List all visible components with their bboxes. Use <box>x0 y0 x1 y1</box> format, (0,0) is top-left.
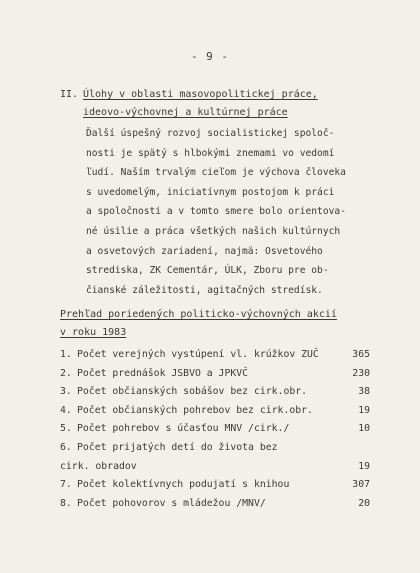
item-label: Počet pohovorov s mládežou /MNV/ <box>77 497 266 509</box>
item-label: Počet kolektívnych podujatí s knihou <box>77 479 290 491</box>
item-label: Počet prijatých detí do života bez <box>77 441 278 453</box>
paragraph-line: a spoločnosti a v tomto smere bolo orientova- <box>86 206 346 218</box>
paragraph-line: né úsilie a práca všetkých našich kultúrnych <box>86 225 341 237</box>
item-value: 38 <box>358 386 370 398</box>
item-number: 1. <box>60 349 72 360</box>
paragraph-line: ľudí. Naším trvalým cieľom je výchova človeka <box>86 167 346 179</box>
item-number: 8. <box>60 497 72 509</box>
overview-heading <box>60 306 337 342</box>
section-title <box>83 86 318 122</box>
paragraph-line: čianské záležitosti, agitačných stredísk. <box>86 284 323 296</box>
list-item <box>60 383 370 402</box>
statistics-list <box>60 346 370 513</box>
item-label: Počet prednášok JSBVO a JPKVČ <box>77 367 249 379</box>
item-number: 4. <box>60 404 72 416</box>
item-number: 3. <box>60 386 72 398</box>
item-value: 230 <box>352 367 370 379</box>
item-number: 2. <box>60 367 72 379</box>
list-item <box>60 365 370 384</box>
item-number: 5. <box>60 423 72 435</box>
page-number: - 9 - <box>190 50 230 63</box>
list-item-continuation <box>60 458 370 477</box>
item-value: 307 <box>352 479 370 491</box>
item-value: 365 <box>352 349 370 360</box>
item-value: 19 <box>358 404 370 416</box>
list-item <box>60 402 370 421</box>
overview-heading-line: Prehľad poriedených politicko-výchovných akcií <box>60 309 337 320</box>
item-label: Počet občianských pohrebov bez cirk.obr. <box>77 404 313 416</box>
body-paragraph <box>86 124 376 300</box>
list-item <box>60 346 370 365</box>
paragraph-line: Ďalší úspešný rozvoj socialistickej spoloč- <box>86 128 335 139</box>
list-item <box>60 439 370 458</box>
item-value: 10 <box>358 423 370 435</box>
item-label: Počet verejných vystúpení vl. krúžkov ZUČ <box>77 349 319 360</box>
paragraph-line: strediska, ZK Cementár, ÚLK, Zboru pre ob- <box>86 265 329 277</box>
paragraph-line: a osvetových zariadení, najmä: Osvetového <box>86 245 323 257</box>
item-number: 7. <box>60 479 72 491</box>
section-numeral: II. <box>60 89 79 100</box>
paragraph-line: s uvedomelým, iniciatívnym postojom k práci <box>86 186 335 198</box>
list-item <box>60 495 370 514</box>
overview-heading-line: v roku 1983 <box>60 327 127 338</box>
list-item <box>60 476 370 495</box>
item-number: 6. <box>60 441 72 453</box>
section-title-line: ideovo-výchovnej a kultúrnej práce <box>83 107 288 118</box>
paragraph-line: nosti je spätý s hlbokými znemami vo vedomí <box>86 147 335 159</box>
list-item <box>60 420 370 439</box>
item-label: Počet pohrebov s účasťou MNV /cirk./ <box>77 423 290 435</box>
item-value: 20 <box>358 497 370 509</box>
item-label: Počet občianských sobášov bez cirk.obr. <box>77 386 308 398</box>
item-value: 19 <box>358 460 370 472</box>
item-label: cirk. obradov <box>60 460 137 472</box>
section-title-line: Úlohy v oblasti masovopolitickej práce, <box>83 89 318 100</box>
